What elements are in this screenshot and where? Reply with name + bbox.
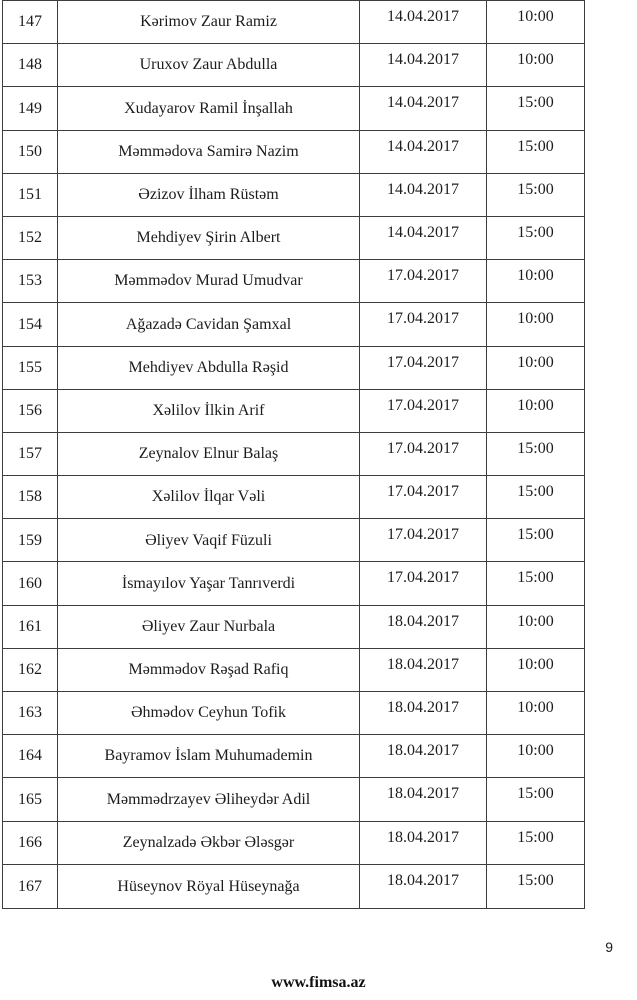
exam-time-cell: 10:00 xyxy=(517,310,554,328)
exam-date-cell: 18.04.2017 xyxy=(360,606,487,648)
table-row xyxy=(3,778,584,821)
table-row xyxy=(3,562,584,605)
exam-date-cell: 17.04.2017 xyxy=(360,562,487,604)
row-number-cell: 161 xyxy=(3,606,58,648)
table-row xyxy=(3,692,584,735)
row-number-cell: 154 xyxy=(3,303,58,345)
candidate-name-cell: Məmmədrzayev Əliheydər Adil xyxy=(58,778,360,820)
exam-time-cell: 10:00 xyxy=(517,353,554,371)
exam-time-cell: 10:00 xyxy=(517,51,554,69)
table-row xyxy=(3,476,584,519)
exam-date-cell: 18.04.2017 xyxy=(360,692,487,734)
table-row xyxy=(3,390,584,433)
row-number-cell: 153 xyxy=(3,260,58,302)
candidate-name-cell: Məmmədov Rəşad Rafiq xyxy=(58,649,360,691)
exam-time-cell: 15:00 xyxy=(517,526,554,544)
exam-date-cell: 17.04.2017 xyxy=(360,303,487,345)
row-number-cell: 159 xyxy=(3,519,58,561)
exam-date-cell: 17.04.2017 xyxy=(360,433,487,475)
exam-time-cell: 15:00 xyxy=(517,137,554,155)
exam-time-cell: 10:00 xyxy=(517,8,554,25)
candidate-name-cell: Bayramov İslam Muhumademin xyxy=(58,735,360,777)
exam-date-cell: 18.04.2017 xyxy=(360,865,487,908)
candidate-name-cell: Hüseynov Röyal Hüseynağa xyxy=(58,865,360,908)
table-row xyxy=(3,303,584,346)
table-row xyxy=(3,1,584,44)
row-number-cell: 149 xyxy=(3,87,58,129)
table-row xyxy=(3,217,584,260)
candidate-name-cell: Xəlilov İlkin Arif xyxy=(58,390,360,432)
exam-date-cell: 17.04.2017 xyxy=(360,347,487,389)
exam-time-cell: 15:00 xyxy=(517,569,554,587)
table-row xyxy=(3,347,584,390)
candidate-name-cell: Ağazadə Cavidan Şamxal xyxy=(58,303,360,345)
row-number-cell: 165 xyxy=(3,778,58,820)
table-row xyxy=(3,519,584,562)
candidate-name-cell: Xəlilov İlqar Vəli xyxy=(58,476,360,518)
row-number-cell: 158 xyxy=(3,476,58,518)
exam-time-cell: 10:00 xyxy=(517,267,554,285)
table-row xyxy=(3,87,584,130)
exam-time-cell: 15:00 xyxy=(517,871,554,889)
candidate-name-cell: Əliyev Vaqif Füzuli xyxy=(58,519,360,561)
table-row xyxy=(3,260,584,303)
exam-time-cell: 15:00 xyxy=(517,785,554,803)
website-footer: www.fimsa.az xyxy=(271,974,366,991)
exam-time-cell: 10:00 xyxy=(517,699,554,716)
exam-date-cell: 18.04.2017 xyxy=(360,822,487,864)
exam-time-cell: 10:00 xyxy=(517,612,554,630)
schedule-table xyxy=(2,0,585,909)
candidate-name-cell: Əliyev Zaur Nurbala xyxy=(58,606,360,648)
exam-time-cell: 10:00 xyxy=(517,742,554,760)
candidate-name-cell: Əzizov İlham Rüstəm xyxy=(58,174,360,216)
row-number-cell: 151 xyxy=(3,174,58,216)
exam-date-cell: 17.04.2017 xyxy=(360,519,487,561)
exam-date-cell: 14.04.2017 xyxy=(360,1,487,43)
table-row xyxy=(3,44,584,87)
exam-time-cell: 15:00 xyxy=(517,223,554,241)
row-number-cell: 163 xyxy=(3,692,58,734)
row-number-cell: 160 xyxy=(3,562,58,604)
exam-date-cell: 14.04.2017 xyxy=(360,44,487,86)
row-number-cell: 166 xyxy=(3,822,58,864)
exam-time-cell: 10:00 xyxy=(517,655,554,673)
row-number-cell: 148 xyxy=(3,44,58,86)
candidate-name-cell: Məmmədov Murad Umudvar xyxy=(58,260,360,302)
exam-time-cell: 15:00 xyxy=(517,439,554,457)
row-number-cell: 156 xyxy=(3,390,58,432)
exam-date-cell: 14.04.2017 xyxy=(360,174,487,216)
exam-time-cell: 15:00 xyxy=(517,828,554,846)
table-row xyxy=(3,822,584,865)
table-row xyxy=(3,131,584,174)
row-number-cell: 150 xyxy=(3,131,58,173)
candidate-name-cell: İsmayılov Yaşar Tanrıverdi xyxy=(58,562,360,604)
exam-date-cell: 18.04.2017 xyxy=(360,649,487,691)
candidate-name-cell: Uruxov Zaur Abdulla xyxy=(58,44,360,86)
exam-time-cell: 15:00 xyxy=(517,94,554,112)
exam-date-cell: 17.04.2017 xyxy=(360,390,487,432)
exam-date-cell: 14.04.2017 xyxy=(360,131,487,173)
exam-date-cell: 14.04.2017 xyxy=(360,217,487,259)
exam-date-cell: 18.04.2017 xyxy=(360,735,487,777)
candidate-name-cell: Mehdiyev Şirin Albert xyxy=(58,217,360,259)
page-number: 9 xyxy=(605,939,613,955)
row-number-cell: 147 xyxy=(3,1,58,43)
table-row xyxy=(3,865,584,908)
row-number-cell: 167 xyxy=(3,865,58,908)
row-number-cell: 155 xyxy=(3,347,58,389)
row-number-cell: 162 xyxy=(3,649,58,691)
table-row xyxy=(3,649,584,692)
candidate-name-cell: Xudayarov Ramil İnşallah xyxy=(58,87,360,129)
candidate-name-cell: Məmmədova Samirə Nazim xyxy=(58,131,360,173)
table-row xyxy=(3,174,584,217)
exam-time-cell: 15:00 xyxy=(517,180,554,198)
exam-time-cell: 10:00 xyxy=(517,396,554,414)
exam-time-cell: 15:00 xyxy=(517,483,554,501)
candidate-name-cell: Əhmədov Ceyhun Tofik xyxy=(58,692,360,734)
candidate-name-cell: Kərimov Zaur Ramiz xyxy=(58,1,360,43)
exam-date-cell: 18.04.2017 xyxy=(360,778,487,820)
table-row xyxy=(3,735,584,778)
exam-date-cell: 17.04.2017 xyxy=(360,476,487,518)
table-row xyxy=(3,606,584,649)
table-row xyxy=(3,433,584,476)
candidate-name-cell: Zeynalov Elnur Balaş xyxy=(58,433,360,475)
row-number-cell: 157 xyxy=(3,433,58,475)
candidate-name-cell: Zeynalzadə Əkbər Ələsgər xyxy=(58,822,360,864)
exam-date-cell: 14.04.2017 xyxy=(360,87,487,129)
row-number-cell: 152 xyxy=(3,217,58,259)
exam-date-cell: 17.04.2017 xyxy=(360,260,487,302)
candidate-name-cell: Mehdiyev Abdulla Rəşid xyxy=(58,347,360,389)
row-number-cell: 164 xyxy=(3,735,58,777)
